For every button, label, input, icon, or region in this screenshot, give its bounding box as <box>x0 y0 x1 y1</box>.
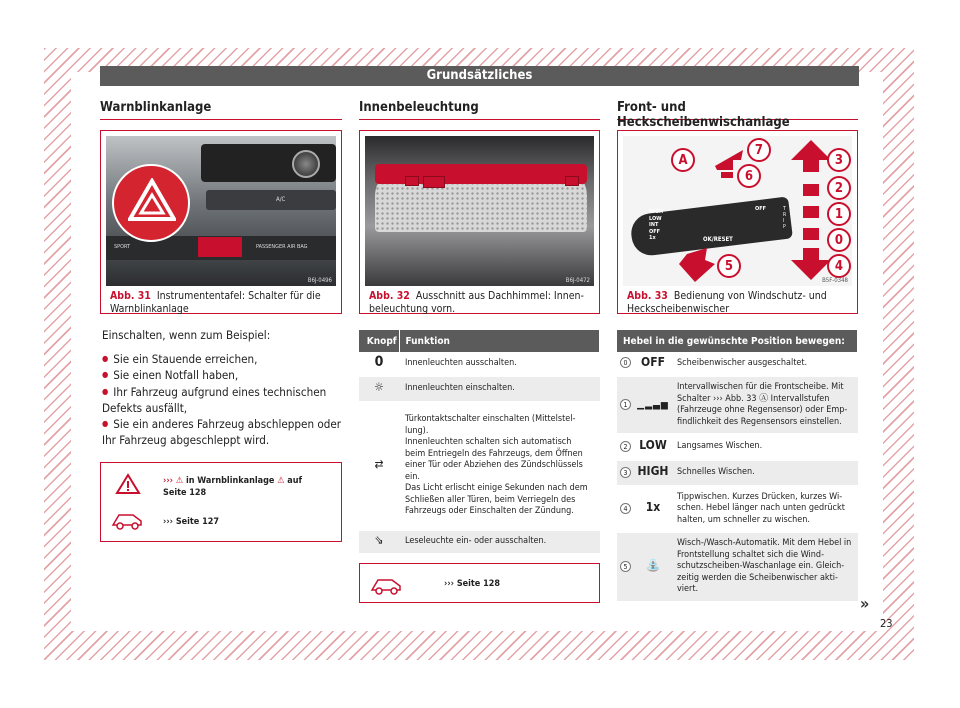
high-icon: HIGH <box>637 464 669 479</box>
figure-label: Abb. 31 <box>110 290 151 302</box>
figure-label: Abb. 32 <box>369 290 410 302</box>
position-number: 2 <box>620 441 631 452</box>
ref-text: in Warnblinkanlage <box>185 476 275 486</box>
arrow-up-icon <box>715 150 743 170</box>
column-innenbeleuchtung <box>359 96 600 120</box>
figure-caption-text: Ausschnitt aus Dachhimmel: Innenbeleuchtung vorn. <box>369 290 584 315</box>
bullet-item: ● Ihr Fahrzeug aufgrund eines technischen Defekts ausfällt, <box>102 385 342 417</box>
col-header-knopf: Knopf <box>359 330 399 352</box>
car-book-icon <box>111 507 145 531</box>
ref-suffix: auf <box>287 476 303 486</box>
interval-icon: ▁▂▃▅ <box>637 398 669 410</box>
table-cell: Intervallwischen für die Frontscheibe. Mit Schalter ››› Abb. 33 Ⓐ Intervallstufen (Fahrzeuge ohne Regensensor) oder Empfindlichkeit des Regensensors einstellen. <box>671 376 858 434</box>
washer-icon: ⛲ <box>645 558 661 573</box>
table-cell: Innenleuchten einschalten. <box>399 376 600 402</box>
reference-box <box>359 563 600 603</box>
stalk-label: OFF <box>649 228 660 235</box>
column-wischanlage <box>617 96 858 130</box>
stalk-label: LOW <box>649 215 662 222</box>
table-cell: Wisch-/Wasch-Automatik. Mit dem Hebel in Frontstellung schaltet sich die Windschutzscheiben-Waschanlage ein. Gleichzeitig werden die Scheibenwischer aktiviert. <box>671 532 858 602</box>
section-heading: Warnblinkanlage <box>100 96 342 120</box>
wiper-diagram <box>623 136 852 286</box>
table-row <box>359 376 600 402</box>
stalk-label: OFF <box>755 206 766 212</box>
continue-arrows-icon: » <box>860 594 870 613</box>
arrow-icon <box>721 172 733 178</box>
figure-caption <box>627 290 853 316</box>
bullet-item: ● Sie ein Stauende erreichen, <box>102 352 342 369</box>
light-table <box>359 330 600 555</box>
page-number: 23 <box>880 617 893 630</box>
position-number: 5 <box>620 561 631 572</box>
table-cell: Langsames Wischen. <box>671 434 858 460</box>
stalk-label: INT <box>649 222 659 228</box>
light-on-icon: ☼ <box>374 380 384 395</box>
callout-A: A <box>671 148 695 172</box>
warning-small-icon: ⚠ <box>175 476 184 486</box>
stalk-label: 1x <box>649 235 656 241</box>
hazard-body <box>102 328 342 449</box>
column-warnblinkanlage <box>100 96 342 120</box>
table-row <box>359 530 600 554</box>
warning-ref[interactable] <box>163 475 323 499</box>
callout-1: 1 <box>827 202 851 226</box>
table-cell: Innenleuchten ausschalten. <box>399 352 600 376</box>
figure-33 <box>617 130 858 314</box>
ac-label: A/C <box>276 196 286 203</box>
dashboard-photo <box>106 136 336 286</box>
callout-2: 2 <box>827 176 851 200</box>
figure-code: B6J-0496 <box>307 277 332 284</box>
stalk-label: HIGH <box>649 209 664 215</box>
figure-code: B6J-0472 <box>565 277 590 284</box>
position-number: 1 <box>620 399 631 410</box>
wiper-table <box>617 330 858 603</box>
callout-6: 6 <box>737 164 761 188</box>
hazard-triangle-icon <box>128 178 176 222</box>
single-wipe-icon: 1x <box>645 500 661 515</box>
table-cell: Türkontaktschalter einschalten (Mittelstellung). Innenleuchten schalten sich automatisch beim Entriegeln des Fahrzeugs, dem Öffnen einer Tür oder Abziehen des Zündschlüssels ein. Das Licht erlischt einige Sekunden nach dem Schließen aller Türen, beim Verriegeln des Fahrzeugs oder Einschalten der Zündung. <box>399 402 600 530</box>
position-number: 0 <box>620 357 631 368</box>
arrow-down-icon <box>679 248 715 282</box>
off-icon: OFF <box>641 354 665 369</box>
table-row <box>617 532 858 602</box>
ceiling-light-photo <box>365 136 594 286</box>
arrow-up-icon <box>791 140 831 172</box>
arrow-down-icon <box>791 248 831 280</box>
table-cell: Schnelles Wischen. <box>671 460 858 486</box>
intro-text: Einschalten, wenn zum Beispiel: <box>102 328 271 342</box>
light-button[interactable] <box>565 176 579 186</box>
page-ref[interactable]: ››› Seite 128 <box>444 579 501 589</box>
table-row <box>617 434 858 460</box>
figure-caption <box>369 290 595 316</box>
ref-page: Seite 128 <box>163 488 207 498</box>
reference-box <box>100 462 342 542</box>
section-heading: Innenbeleuchtung <box>359 96 600 120</box>
position-number: 3 <box>620 467 631 478</box>
callout-3: 3 <box>827 148 851 172</box>
figure-caption-text: Instrumententafel: Schalter für die Warnblinkanlage <box>110 290 321 315</box>
airbag-label: PASSENGER AIR BAG <box>256 244 308 250</box>
section-heading: Front- und Heckscheibenwischanlage <box>617 96 858 120</box>
off-icon: 0 <box>374 353 384 370</box>
callout-0: 0 <box>827 228 851 252</box>
table-header: Hebel in die gewünschte Position bewegen: <box>617 330 858 352</box>
callout-4: 4 <box>827 254 851 278</box>
table-row <box>617 486 858 532</box>
page-ref[interactable]: ››› Seite 127 <box>163 517 220 527</box>
table-cell: Leseleuchte ein- oder ausschalten. <box>399 530 600 554</box>
figure-code: B5F-0348 <box>822 277 848 284</box>
figure-32 <box>359 130 600 314</box>
sport-label: SPORT <box>114 244 131 250</box>
col-header-funktion: Funktion <box>399 330 600 352</box>
low-icon: LOW <box>639 438 667 453</box>
figure-caption-text: Bedienung von Windschutz- und Heckscheibenwischer <box>627 290 827 315</box>
trip-label: T R I P <box>783 206 787 230</box>
bullet-item: ● Sie einen Notfall haben, <box>102 368 342 385</box>
door-contact-icon: ⇄ <box>374 457 384 472</box>
bullet-item: ● Sie ein anderes Fahrzeug abschleppen oder Ihr Fahrzeug abgeschleppt wird. <box>102 417 342 449</box>
light-button[interactable] <box>423 176 445 188</box>
warning-triangle-icon <box>115 473 141 495</box>
figure-31 <box>100 130 342 314</box>
table-row <box>617 460 858 486</box>
table-cell: Tippwischen. Kurzes Drücken, kurzes Wischen. Hebel länger nach unten gedrückt halten, um schneller zu wischen. <box>671 486 858 532</box>
figure-label: Abb. 33 <box>627 290 668 302</box>
table-cell: Scheibenwischer ausgeschaltet. <box>671 352 858 376</box>
chapter-header: Grundsätzliches <box>100 66 859 86</box>
figure-caption <box>110 290 336 316</box>
callout-7: 7 <box>747 138 771 162</box>
warning-small-icon: ⚠ <box>277 476 285 486</box>
table-row <box>617 352 858 376</box>
ref-arrows: ››› <box>163 476 174 486</box>
table-row <box>359 352 600 376</box>
table-row <box>359 402 600 530</box>
callout-5: 5 <box>717 254 741 278</box>
ok-reset-label[interactable]: OK/RESET <box>703 236 733 243</box>
table-row <box>617 376 858 434</box>
hazard-button[interactable] <box>198 237 242 257</box>
position-number: 4 <box>620 503 631 514</box>
car-book-icon <box>370 572 404 596</box>
light-button[interactable] <box>405 176 419 186</box>
knob-icon <box>292 150 320 178</box>
reading-light-icon: ⇘ <box>374 533 384 548</box>
